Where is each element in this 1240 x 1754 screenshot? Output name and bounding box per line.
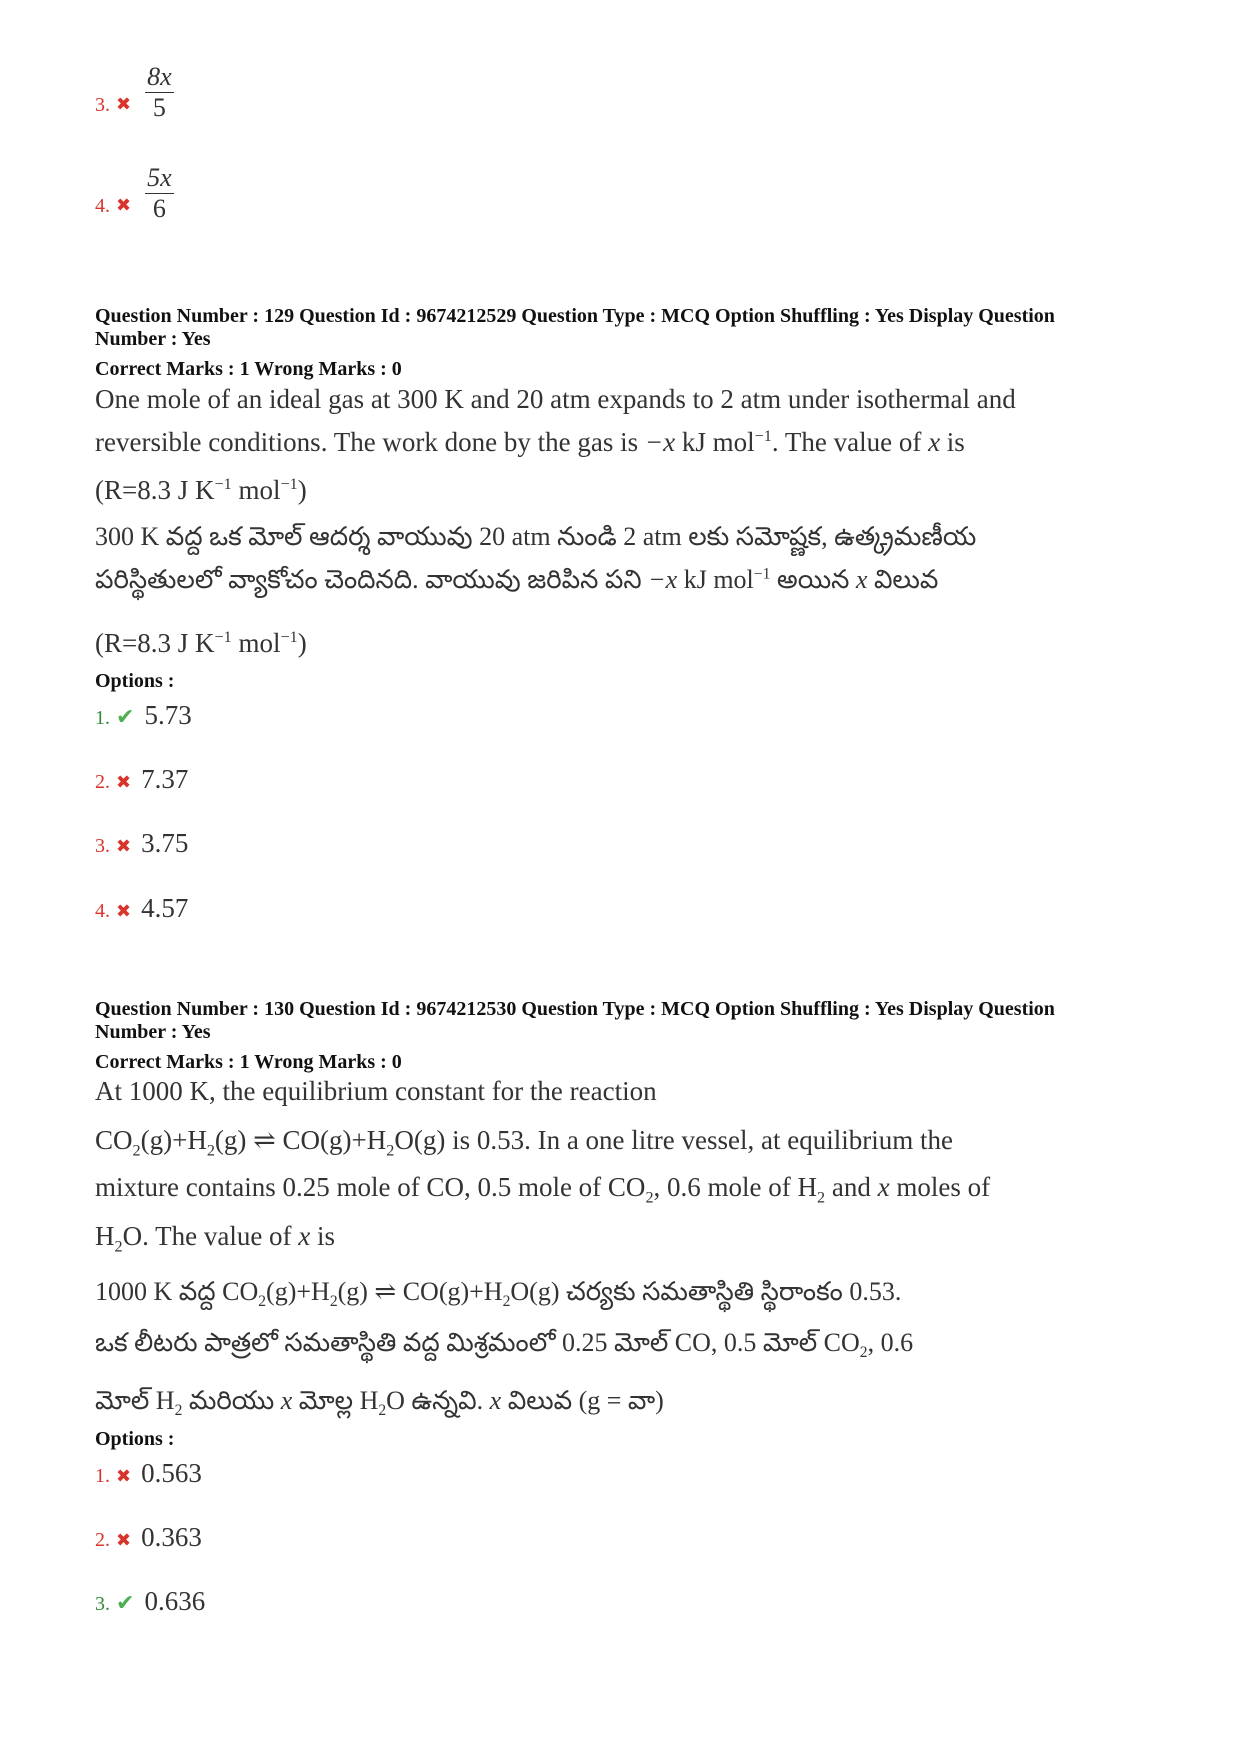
text-segment: పరిస్థితులలో వ్యాకోచం చెందినది. వాయువు జరిపిన పని xyxy=(95,565,649,594)
text-segment: 2 xyxy=(258,1293,267,1311)
text-segment: ) xyxy=(297,628,307,658)
option-value: 0.363 xyxy=(141,1522,202,1552)
check-icon: ✔ xyxy=(116,1590,135,1615)
text-segment: CO xyxy=(95,1125,133,1155)
option-number: 3. xyxy=(95,835,110,857)
option-value: 0.636 xyxy=(144,1586,206,1616)
text-segment: is xyxy=(940,427,965,457)
text-segment: H xyxy=(95,1221,115,1251)
option-number: 3. xyxy=(95,93,110,116)
question-text xyxy=(95,384,1016,415)
text-segment: mixture contains 0.25 mole of CO, 0.5 mole of CO xyxy=(95,1172,646,1202)
cross-icon: ✖ xyxy=(116,93,132,114)
numerator: 5x xyxy=(147,163,172,192)
text-segment: O(g) చర్యకు సమతాస్థితి స్థిరాంకం 0.53. xyxy=(510,1277,902,1306)
question-text xyxy=(95,628,307,659)
text-segment: 2 xyxy=(329,1293,338,1311)
question-header-continued: Number : Yes xyxy=(95,328,211,350)
text-segment: . The value of xyxy=(771,427,929,457)
marks-info: Correct Marks : 1 Wrong Marks : 0 xyxy=(95,358,402,380)
option-4 xyxy=(95,893,188,924)
option-number: 1. xyxy=(95,1465,110,1487)
text-segment: One mole of an ideal gas at 300 K and 20 atm expands to 2 atm under isothermal and xyxy=(95,384,1016,414)
question-text-telugu xyxy=(95,565,938,601)
text-segment: ) xyxy=(297,475,307,505)
text-segment: O ఉన్నవి. xyxy=(386,1386,490,1415)
text-segment: −1 xyxy=(280,628,298,646)
option-value: 0.563 xyxy=(141,1458,202,1488)
text-segment: x xyxy=(489,1386,502,1415)
options-label: Options : xyxy=(95,670,175,692)
option-value: 3.75 xyxy=(141,828,189,858)
text-segment: 2 xyxy=(206,1141,215,1160)
text-segment: 2 xyxy=(645,1188,654,1207)
text-segment: and xyxy=(825,1172,878,1202)
text-segment: అయిన xyxy=(770,565,856,594)
cross-icon: ✖ xyxy=(116,1530,132,1550)
text-segment: 2 xyxy=(502,1293,511,1311)
question-text xyxy=(95,1172,990,1207)
text-segment: (g) ⇌ CO(g)+H xyxy=(214,1125,387,1155)
question-text-telugu xyxy=(95,1277,901,1313)
option-number: 4. xyxy=(95,900,110,922)
text-segment: mol xyxy=(231,628,281,658)
question-text xyxy=(95,1221,335,1256)
text-segment: (g)+H xyxy=(266,1277,330,1306)
text-segment: (g)+H xyxy=(140,1125,207,1155)
text-segment: is xyxy=(310,1221,336,1251)
text-segment: −x xyxy=(648,565,678,594)
text-segment: O(g) is 0.53. In a one litre vessel, at equilibrium the xyxy=(394,1125,953,1155)
text-segment: kJ mol xyxy=(675,427,755,457)
text-segment: 2 xyxy=(386,1141,395,1160)
text-segment: మోల్ H xyxy=(95,1386,175,1415)
option-number: 3. xyxy=(95,1593,110,1615)
marks-info: Correct Marks : 1 Wrong Marks : 0 xyxy=(95,1051,402,1073)
option-2 xyxy=(95,764,188,795)
text-segment: (g) ⇌ CO(g)+H xyxy=(337,1277,503,1306)
text-segment: (R=8.3 J K xyxy=(95,475,215,505)
cross-icon: ✖ xyxy=(116,772,132,792)
text-segment: మరియు xyxy=(182,1386,281,1415)
check-icon: ✔ xyxy=(116,704,135,729)
option-number: 1. xyxy=(95,707,110,729)
question-text xyxy=(95,1076,657,1107)
text-segment: At 1000 K, the equilibrium constant for the reaction xyxy=(95,1076,657,1106)
option-3 xyxy=(95,1586,205,1617)
option-2 xyxy=(95,1522,202,1553)
cross-icon: ✖ xyxy=(116,194,132,215)
text-segment: 300 K వద్ద ఒక మోల్ ఆదర్శ వాయువు 20 atm నుండి 2 atm లకు సమోష్ణక, ఉత్క్రమణీయ xyxy=(95,522,977,551)
cross-icon: ✖ xyxy=(116,836,132,856)
option-number: 2. xyxy=(95,1529,110,1551)
text-segment: x xyxy=(280,1386,293,1415)
question-text xyxy=(95,427,965,458)
question-text-telugu xyxy=(95,522,976,558)
text-segment: 2 xyxy=(114,1237,123,1256)
text-segment: −1 xyxy=(753,565,771,583)
text-segment: reversible conditions. The work done by the gas is xyxy=(95,427,645,457)
text-segment: విలువ (g = వా) xyxy=(501,1386,664,1415)
option-value: 4.57 xyxy=(141,893,189,923)
text-segment: 2 xyxy=(817,1188,826,1207)
option-1 xyxy=(95,700,192,731)
text-segment: −1 xyxy=(280,475,298,493)
text-segment: , 0.6 mole of H xyxy=(653,1172,818,1202)
option-value: 5.73 xyxy=(144,700,192,730)
text-segment: −1 xyxy=(214,475,232,493)
text-segment: mol xyxy=(231,475,281,505)
cross-icon: ✖ xyxy=(116,1466,132,1486)
text-segment: 2 xyxy=(378,1402,387,1420)
option-3 xyxy=(95,62,174,123)
text-segment: , 0.6 xyxy=(867,1328,914,1357)
numerator: 8x xyxy=(147,62,172,91)
text-segment: kJ mol xyxy=(677,565,754,594)
options-label: Options : xyxy=(95,1428,175,1450)
text-segment: −1 xyxy=(754,427,772,445)
denominator: 5 xyxy=(152,92,166,122)
question-header-continued: Number : Yes xyxy=(95,1021,211,1043)
text-segment: x xyxy=(855,565,868,594)
text-segment: x xyxy=(877,1172,890,1202)
option-value: 7.37 xyxy=(141,764,189,794)
text-segment: విలువ xyxy=(867,565,939,594)
text-segment: 2 xyxy=(132,1141,141,1160)
question-text-telugu xyxy=(95,1386,664,1422)
text-segment: (R=8.3 J K xyxy=(95,628,215,658)
question-header: Question Number : 130 Question Id : 9674212530 Question Type : MCQ Option Shuffling : Yes Display Question xyxy=(95,998,1055,1020)
text-segment: మోల్ల H xyxy=(292,1386,379,1415)
text-segment: O. The value of xyxy=(122,1221,299,1251)
option-number: 2. xyxy=(95,771,110,793)
question-text xyxy=(95,475,307,506)
text-segment: 1000 K వద్ద CO xyxy=(95,1277,259,1306)
option-3 xyxy=(95,828,188,859)
fraction-value xyxy=(145,163,174,224)
fraction-value xyxy=(145,62,174,123)
text-segment: −1 xyxy=(214,628,232,646)
text-segment: x xyxy=(298,1221,311,1251)
option-number: 4. xyxy=(95,194,110,217)
option-4 xyxy=(95,163,174,224)
denominator: 6 xyxy=(152,193,166,223)
cross-icon: ✖ xyxy=(116,901,132,921)
text-segment: 2 xyxy=(859,1344,868,1362)
question-text xyxy=(95,1125,953,1160)
option-1 xyxy=(95,1458,202,1489)
question-text-telugu xyxy=(95,1328,913,1364)
text-segment: ఒక లీటరు పాత్రలో సమతాస్థితి వద్ద మిశ్రమంలో 0.25 మోల్ CO, 0.5 మోల్ CO xyxy=(95,1328,860,1357)
question-header: Question Number : 129 Question Id : 9674212529 Question Type : MCQ Option Shuffling : Yes Display Question xyxy=(95,305,1055,327)
text-segment: −x xyxy=(644,427,676,457)
text-segment: x xyxy=(928,427,941,457)
text-segment: moles of xyxy=(889,1172,991,1202)
text-segment: 2 xyxy=(174,1402,183,1420)
